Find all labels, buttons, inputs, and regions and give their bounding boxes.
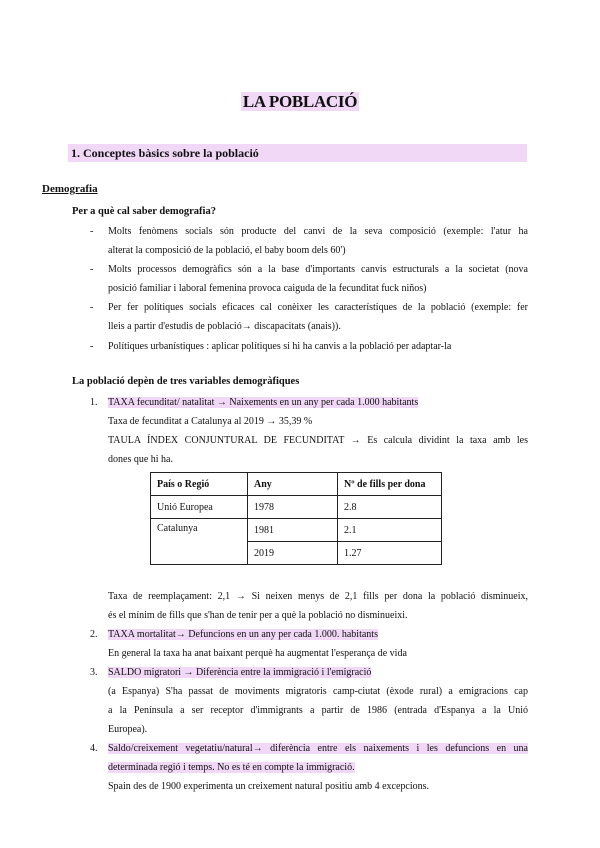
bullet-1-line-1: Molts fenòmens socials són producte del canvi de la seva composició (exemple: l'atur ha	[108, 226, 528, 237]
item-1-after-line-1: Taxa de reemplaçament: 2,1 → Si neixen menys de 2,1 fills per dona la població disminueix,	[108, 591, 528, 602]
item-3-number: 3.	[90, 667, 98, 678]
item-1-after-line-2: és el mínim de fills que s'han de tenir per a què la població no disminueixi.	[108, 610, 408, 621]
table-cell: 2.1	[338, 519, 442, 542]
item-2-line-1: En general la taxa ha anat baixant perquè ha augmentat l'esperança de vida	[108, 648, 407, 659]
bullet-dash: -	[90, 226, 94, 237]
table-row	[151, 496, 442, 519]
item-3-line-1: (a Espanya) S'ha passat de moviments migratoris camp-ciutat (èxode rural) a emigracions cap	[108, 686, 528, 697]
bullet-3-line-1: Per fer polítiques socials eficaces cal conèixer les característiques de la població (exemple: fer	[108, 302, 528, 313]
table-header-cell: Any	[248, 473, 338, 496]
table-cell: 1978	[248, 496, 338, 519]
bullet-2-line-1: Molts processos demogràfics són a la base d'importants canvis estructurals a la societat (nova	[108, 264, 528, 275]
item-2-heading: TAXA mortalitat→ Defuncions en un any per cada 1.000. habitants	[108, 629, 378, 640]
item-4-heading-line-1: Saldo/creixement vegetatiu/natural→ diferència entre els naixements i les defuncions en una	[108, 743, 528, 754]
item-4-heading-line-2: determinada regió i temps. No es té en compte la immigració.	[108, 762, 355, 773]
item-3-line-2: a la Península a ser receptor d'immigrants a partir de 1986 (entrada d'Espanya a la Unió	[108, 705, 528, 716]
item-3-line-3: Europea).	[108, 724, 148, 735]
page-title: LA POBLACIÓ	[242, 92, 358, 111]
table-header-cell: Nº de fills per dona	[338, 473, 442, 496]
item-3-heading: SALDO migratori → Diferència entre la immigració i l'emigració	[108, 667, 372, 678]
demografia-heading: Demografia	[42, 183, 98, 195]
table-cell: 1.27	[338, 542, 442, 565]
bullet-4-line-1: Polítiques urbanístiques : aplicar polítiques si hi ha canvis a la població per adaptar-la	[108, 341, 452, 352]
item-4-line-1: Spain des de 1900 experimenta un creixement natural positiu amb 4 excepcions.	[108, 781, 430, 792]
item-1-line-2: TAULA ÍNDEX CONJUNTURAL DE FECUNDITAT → Es calcula dividint la taxa amb les	[108, 435, 528, 446]
table-header-cell: País o Regió	[151, 473, 248, 496]
table-header-row	[151, 473, 442, 496]
table-cell: 2019	[248, 542, 338, 565]
bullet-1-line-2: alterat la composició de la població, el baby boom dels 60')	[108, 245, 346, 256]
variables-heading: La població depèn de tres variables demogràfiques	[72, 376, 300, 387]
item-4-number: 4.	[90, 743, 98, 754]
bullet-dash: -	[90, 302, 94, 313]
item-1-line-1: Taxa de fecunditat a Catalunya al 2019 → 35,39 %	[108, 416, 313, 427]
table-cell: 2.8	[338, 496, 442, 519]
bullet-3-line-2: lleis a partir d'estudis de població→ discapacitats (anais)).	[108, 321, 341, 332]
item-1-number: 1.	[90, 397, 98, 408]
table-cell: Unió Europea	[151, 496, 248, 519]
item-1-heading: TAXA fecunditat/ natalitat → Naixements en un any per cada 1.000 habitants	[108, 397, 419, 408]
bullet-dash: -	[90, 264, 94, 275]
item-1-line-3: dones que hi ha.	[108, 454, 173, 465]
table-cell: 1981	[248, 519, 338, 542]
fertility-table	[150, 472, 442, 565]
bullet-2-line-2: posició familiar i laboral femenina provoca caiguda de la fecunditat fuck niños)	[108, 283, 427, 294]
item-2-number: 2.	[90, 629, 98, 640]
question-heading: Per a què cal saber demografia?	[72, 206, 216, 217]
table-cell: Catalunya	[151, 519, 248, 565]
bullet-dash: -	[90, 341, 94, 352]
section-heading: 1. Conceptes bàsics sobre la població	[68, 144, 528, 162]
table-row	[151, 519, 442, 542]
